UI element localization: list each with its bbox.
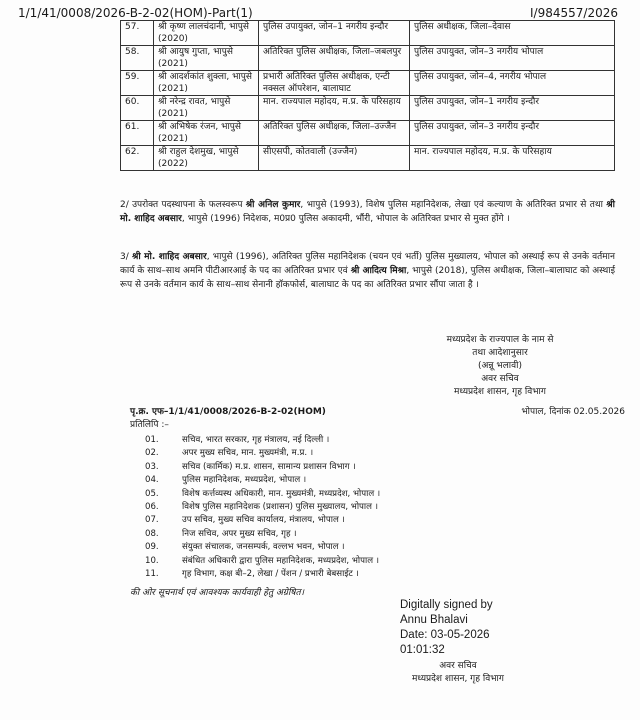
- list-item-number: 08.: [145, 528, 159, 539]
- list-item: [145, 474, 380, 487]
- signatory-name: (अन्नू भलावी): [478, 361, 522, 371]
- signatory-designation: अवर सचिव: [481, 374, 519, 384]
- row-number: 58.: [121, 46, 154, 71]
- list-item: [145, 568, 380, 581]
- list-item: [145, 528, 380, 541]
- table-row: [121, 21, 615, 46]
- new-post: पुलिस उपायुक्त, जोन–4, नगरीय भोपाल: [410, 71, 615, 96]
- table-row: [121, 71, 615, 96]
- copy-label: प्रतिलिपि :–: [130, 420, 169, 430]
- row-number: 61.: [121, 121, 154, 146]
- current-post: मान. राज्यपाल महोदय, म.प्र. के परिसहाय: [259, 96, 410, 121]
- list-item: [145, 501, 380, 514]
- final-signature-block: अवर सचिव मध्यप्रदेश शासन, गृह विभाग: [412, 661, 504, 684]
- current-post: प्रभारी अतिरिक्त पुलिस अधीक्षक, एन्टी नक्सल ऑपरेशन, बालाघाट: [259, 71, 410, 96]
- row-number: 57.: [121, 21, 154, 46]
- signature-line-1: मध्यप्रदेश के राज्यपाल के नाम से: [446, 335, 554, 345]
- list-item-number: 05.: [145, 488, 159, 499]
- list-item-number: 10.: [145, 555, 159, 566]
- list-item-number: 09.: [145, 542, 159, 553]
- list-item-text: अपर मुख्य सचिव, मान. मुख्यमंत्री, म.प्र. ।: [182, 448, 314, 459]
- list-item-number: 11.: [145, 569, 159, 580]
- list-item-text: उप सचिव, मुख्य सचिव कार्यालय, मंत्रालय, भोपाल ।: [182, 515, 345, 526]
- list-item-text: गृह विभाग, कक्ष बी–2, लेखा / पेंशन / प्रभारी बेबसाईट ।: [182, 569, 359, 580]
- paragraph-3: 3/ श्री मो. शाहिद अबसार, भापुसे (1996), अतिरिक्त पुलिस महानिदेशक (चयन एवं भर्ती) पुलिस मुख्यालय, भोपाल को अस्थाई रूप से उनके वर्तमान कार्य के साथ–साथ अमनि पीटीआरआई के पद का अतिरिक्त प्रभार एवं श्री आदित्य मिश्रा, भापुसे (2018), पुलिस अधीक्षक, जिला–बालाघाट को अस्थाई रूप से उनके वर्तमान कार्य के साथ–साथ सेनानी हॉकफोर्स, बालाघाट के पद का अतिरिक्त प्रभार सौंपा जाता है ।: [120, 252, 616, 290]
- paragraph-2: 2/ उपरोक्त पदस्थापना के फलस्वरूप श्री अनिल कुमार, भापुसे (1993), विशेष पुलिस महानिदेशक, लेखा एवं कल्याण के अतिरिक्त प्रभार से तथा श्री मो. शाहिद अबसार, भापुसे (1996) निदेशक, म0प्र0 पुलिस अकादमी, भौंरी, भोपाल के अतिरिक्त प्रभार से मुक्त होंगे ।: [120, 200, 615, 224]
- posting-table: [120, 20, 615, 171]
- officer-name: श्री आयुष गुप्ता, भापुसे (2021): [154, 46, 259, 71]
- list-item-text: संयुक्त संचालक, जनसम्पर्क, वल्लभ भवन, भोपाल ।: [182, 542, 345, 553]
- list-item-text: विशेष पुलिस महानिदेशक (प्रशासन) पुलिस मुख्यालय, भोपाल ।: [182, 502, 378, 513]
- row-number: 59.: [121, 71, 154, 96]
- officer-name: श्री अभिषेक रंजन, भापुसे (2021): [154, 121, 259, 146]
- table-row: [121, 146, 615, 171]
- endorsement-ref: पृ.क्र. एफ–1/1/41/0008/2026-B-2-02(HOM): [130, 407, 326, 417]
- list-item-number: 03.: [145, 461, 159, 472]
- list-item-number: 07.: [145, 515, 159, 526]
- list-item-number: 06.: [145, 502, 159, 513]
- list-item-text: निज सचिव, अपर मुख्य सचिव, गृह ।: [182, 528, 297, 539]
- endorsement-date: भोपाल, दिनांक 02.05.2026: [521, 407, 625, 417]
- current-post: पुलिस उपायुक्त, जोन–1 नगरीय इन्दौर: [259, 21, 410, 46]
- list-item-text: सचिव (कार्मिक) म.प्र. शासन, सामान्य प्रशासन विभाग ।: [182, 461, 356, 472]
- list-item: [145, 541, 380, 554]
- file-reference: 1/1/41/0008/2026-B-2-02(HOM)-Part(1): [18, 6, 253, 20]
- signature-block: [380, 334, 620, 399]
- list-item: [145, 434, 380, 447]
- document-header: [18, 2, 618, 22]
- endorsement: [130, 406, 625, 432]
- digital-signature: Digitally signed by Annu Bhalavi Date: 03-05-2026 01:01:32: [400, 599, 493, 656]
- list-item: [145, 555, 380, 568]
- new-post: पुलिस अधीक्षक, जिला–देवास: [410, 21, 615, 46]
- document-id: I/984557/2026: [530, 6, 618, 20]
- officer-name: श्री नरेन्द्र रावत, भापुसे (2021): [154, 96, 259, 121]
- table-row: [121, 121, 615, 146]
- list-item-number: 04.: [145, 475, 159, 486]
- table-row: [121, 46, 615, 71]
- list-item-text: संबंधित अधिकारी द्वारा पुलिस महानिदेशक, मध्यप्रदेश, भोपाल ।: [182, 555, 380, 566]
- new-post: पुलिस उपायुक्त, जोन–3 नगरीय भोपाल: [410, 46, 615, 71]
- new-post: मान. राज्यपाल महोदय, म.प्र. के परिसहाय: [410, 146, 615, 171]
- table-row: [121, 96, 615, 121]
- list-item: [145, 488, 380, 501]
- current-post: सीएसपी, कोतवाली (उज्जैन): [259, 146, 410, 171]
- list-item-number: 01.: [145, 435, 159, 445]
- list-item-text: सचिव, भारत सरकार, गृह मंत्रालय, नई दिल्ली ।: [182, 435, 330, 445]
- list-item: [145, 514, 380, 527]
- list-item-number: 02.: [145, 448, 159, 459]
- officer-name: श्री कृष्ण लालचंदानी, भापुसे (2020): [154, 21, 259, 46]
- officer-name: श्री आदर्शकांत शुक्ला, भापुसे (2021): [154, 71, 259, 96]
- signatory-department: मध्यप्रदेश शासन, गृह विभाग: [454, 387, 546, 397]
- new-post: पुलिस उपायुक्त, जोन–3 नगरीय इन्दौर: [410, 121, 615, 146]
- row-number: 62.: [121, 146, 154, 171]
- new-post: पुलिस उपायुक्त, जोन–1 नगरीय इन्दौर: [410, 96, 615, 121]
- current-post: अतिरिक्त पुलिस अधीक्षक, जिला–जबलपुर: [259, 46, 410, 71]
- list-item: [145, 461, 380, 474]
- closing-line: की ओर सूचनार्थ एवं आवश्यक कार्यवाही हेतु अग्रेषित।: [130, 588, 305, 598]
- list-item-text: विशेष कर्त्तव्यस्थ अधिकारी, मान. मुख्यमंत्री, मध्यप्रदेश, भोपाल ।: [182, 488, 381, 499]
- current-post: अतिरिक्त पुलिस अधीक्षक, जिला–उज्जैन: [259, 121, 410, 146]
- list-item-text: पुलिस महानिदेशक, मध्यप्रदेश, भोपाल ।: [182, 475, 307, 486]
- signature-line-2: तथा आदेशानुसार: [472, 348, 528, 358]
- list-item: [145, 447, 380, 460]
- officer-name: श्री राहुल देशमुख, भापुसे (2022): [154, 146, 259, 171]
- row-number: 60.: [121, 96, 154, 121]
- copy-list: [145, 434, 380, 581]
